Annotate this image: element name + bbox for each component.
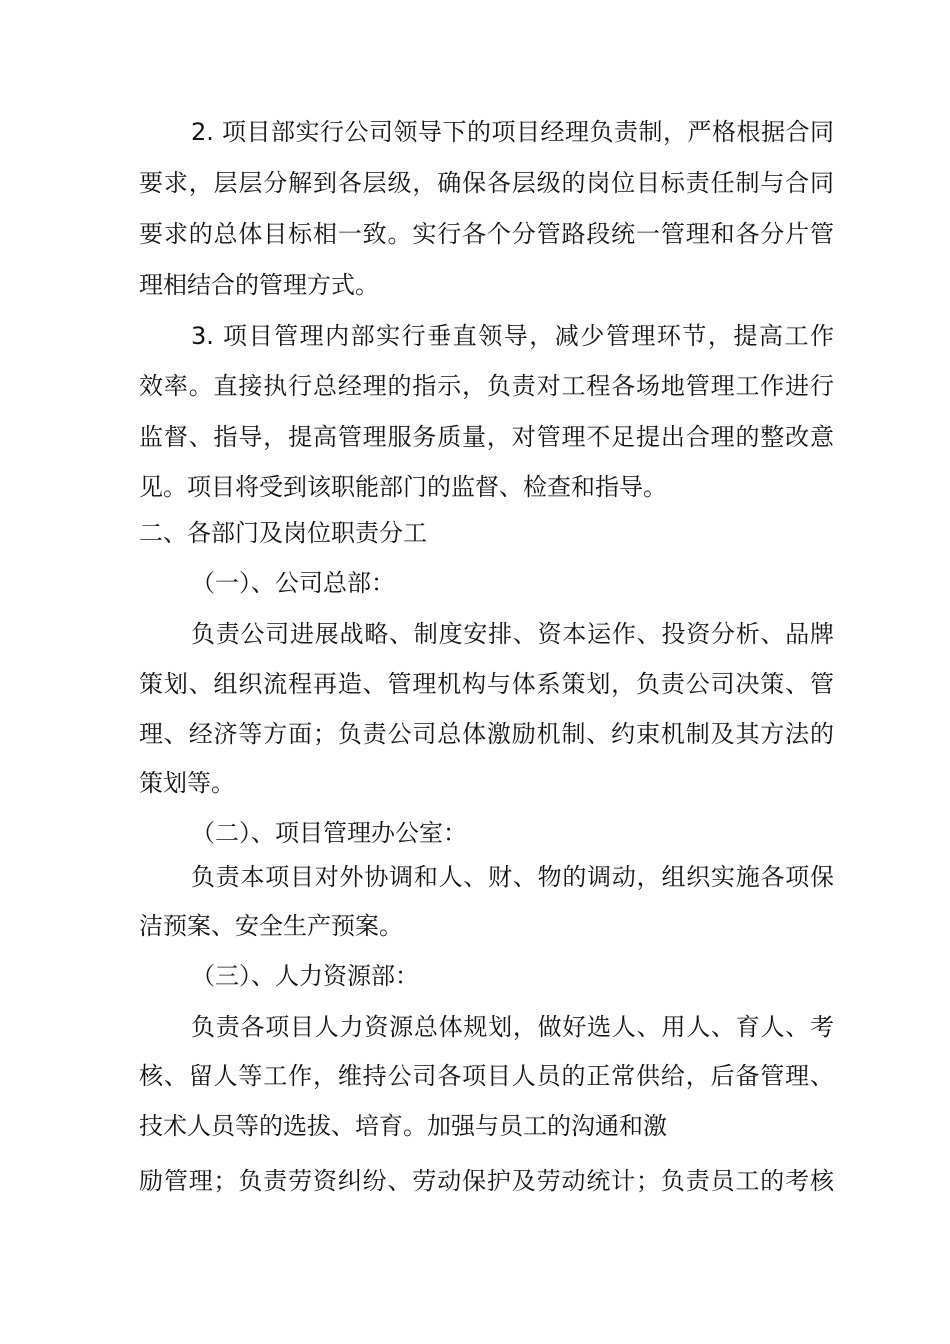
subsection-heading-hr: （三）、人力资源部： — [191, 962, 419, 990]
hr-paragraph-line-1: 负责各项目人力资源总体规划，做好选人、用人、育人、考 — [191, 1013, 834, 1041]
paragraph-2-line-4: 理相结合的管理方式。 — [139, 271, 379, 299]
hr-paragraph-line-3: 技术人员等的选拔、培育。加强与员工的沟通和激 — [139, 1112, 667, 1140]
paragraph-2-line-2: 要求，层层分解到各层级，确保各层级的岗位目标责任制与合同 — [139, 169, 834, 197]
subsection-heading-pmo: （二）、项目管理办公室： — [191, 819, 467, 847]
section-heading: 二、各部门及岗位职责分工 — [139, 519, 427, 547]
paragraph-3-line-3: 监督、指导，提高管理服务质量，对管理不足提出合理的整改意 — [139, 423, 834, 451]
paragraph-3-line-4: 见。项目将受到该职能部门的监督、检查和指导。 — [139, 473, 667, 501]
hr-paragraph-line-2: 核、留人等工作，维持公司各项目人员的正常供给，后备管理、 — [139, 1062, 834, 1090]
hq-paragraph-line-3: 理、经济等方面；负责公司总体激励机制、约束机制及其方法的 — [139, 720, 834, 748]
paragraph-3-line-1: 3. 项目管理内部实行垂直领导，减少管理环节，提高工作 — [191, 322, 834, 350]
hr-paragraph-line-4: 励管理；负责劳资纠纷、劳动保护及劳动统计；负责员工的考核 — [139, 1167, 834, 1195]
subsection-heading-hq: （一）、公司总部： — [191, 569, 395, 597]
paragraph-3-line-2: 效率。直接执行总经理的指示，负责对工程各场地管理工作进行 — [139, 372, 834, 400]
pmo-paragraph-line-2: 洁预案、安全生产预案。 — [139, 912, 403, 940]
hq-paragraph-line-4: 策划等。 — [139, 769, 235, 797]
paragraph-2-line-3: 要求的总体目标相一致。实行各个分管路段统一管理和各分片管 — [139, 220, 834, 248]
paragraph-2-line-1: 2. 项目部实行公司领导下的项目经理负责制，严格根据合同 — [191, 118, 834, 146]
hq-paragraph-line-2: 策划、组织流程再造、管理机构与体系策划，负责公司决策、管 — [139, 670, 834, 698]
hq-paragraph-line-1: 负责公司进展战略、制度安排、资本运作、投资分析、品牌 — [191, 620, 834, 648]
pmo-paragraph-line-1: 负责本项目对外协调和人、财、物的调动，组织实施各项保 — [191, 863, 834, 891]
